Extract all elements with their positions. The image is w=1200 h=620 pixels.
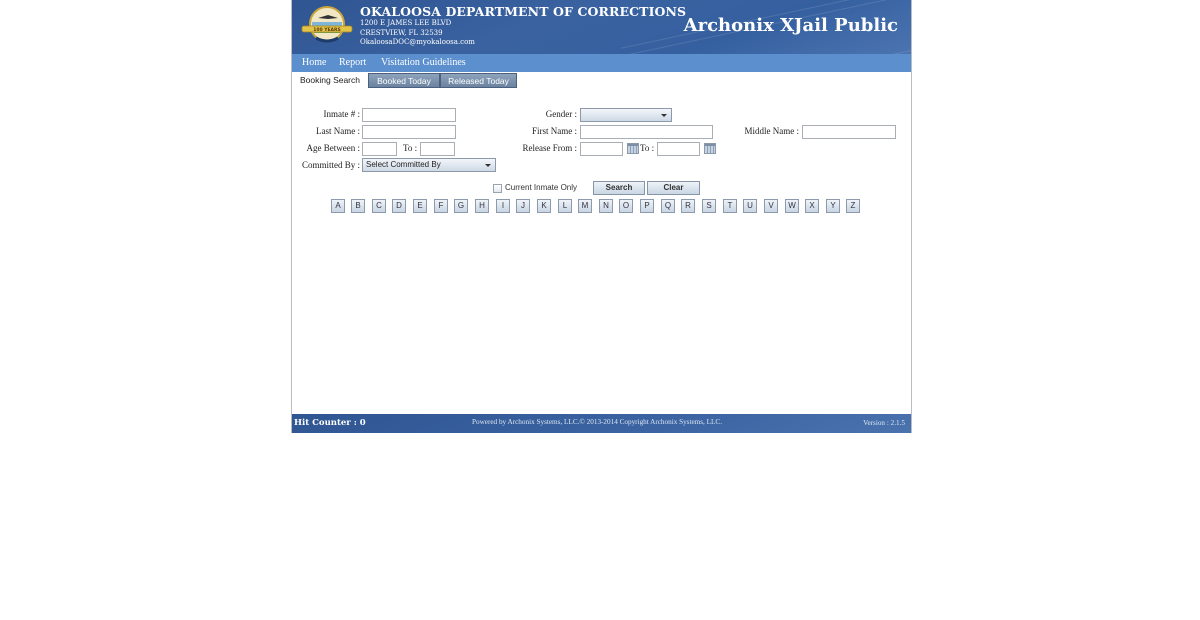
letter-button-z[interactable]: Z xyxy=(846,199,860,213)
release-to-input[interactable] xyxy=(657,142,700,156)
letter-button-e[interactable]: E xyxy=(413,199,427,213)
letter-button-n[interactable]: N xyxy=(599,199,613,213)
age-from-input[interactable] xyxy=(362,142,397,156)
letter-button-s[interactable]: S xyxy=(702,199,716,213)
nav-home[interactable]: Home xyxy=(302,57,327,68)
okaloosa-county-seal-icon xyxy=(300,4,354,48)
letter-button-w[interactable]: W xyxy=(785,199,799,213)
tab-booking-search[interactable]: Booking Search xyxy=(292,73,368,88)
letter-button-l[interactable]: L xyxy=(558,199,572,213)
site-header xyxy=(292,0,911,54)
committed-by-selected: Select Committed By xyxy=(366,160,441,169)
chevron-down-icon xyxy=(661,114,667,117)
letter-button-x[interactable]: X xyxy=(805,199,819,213)
address-line-1: 1200 E JAMES LEE BLVD xyxy=(360,19,452,27)
calendar-icon[interactable] xyxy=(627,143,639,154)
release-from-label: Release From : xyxy=(522,143,577,153)
letter-button-r[interactable]: R xyxy=(681,199,695,213)
letter-button-u[interactable]: U xyxy=(743,199,757,213)
gender-select[interactable] xyxy=(580,108,672,122)
letter-button-c[interactable]: C xyxy=(372,199,386,213)
letter-button-j[interactable]: J xyxy=(516,199,530,213)
letter-button-f[interactable]: F xyxy=(434,199,448,213)
last-name-input[interactable] xyxy=(362,125,456,139)
last-name-label: Last Name : xyxy=(316,126,360,136)
letter-button-q[interactable]: Q xyxy=(661,199,675,213)
letter-button-a[interactable]: A xyxy=(331,199,345,213)
letter-button-y[interactable]: Y xyxy=(826,199,840,213)
version-text: Version : 2.1.5 xyxy=(863,419,905,427)
letter-button-p[interactable]: P xyxy=(640,199,654,213)
letter-button-d[interactable]: D xyxy=(392,199,406,213)
org-name: OKALOOSA DEPARTMENT OF CORRECTIONS xyxy=(360,4,687,19)
inmate-number-label: Inmate # : xyxy=(323,109,360,119)
current-inmate-only-label: Current Inmate Only xyxy=(505,183,578,192)
release-from-input[interactable] xyxy=(580,142,623,156)
release-to-label: To : xyxy=(640,143,655,153)
address-line-2: CRESTVIEW, FL 32539 xyxy=(360,28,443,37)
age-to-label: To : xyxy=(403,143,418,153)
middle-name-input[interactable] xyxy=(802,125,896,139)
middle-name-label: Middle Name : xyxy=(744,126,799,136)
letter-button-b[interactable]: B xyxy=(351,199,365,213)
first-name-label: First Name : xyxy=(532,126,577,136)
letter-button-t[interactable]: T xyxy=(723,199,737,213)
gender-label: Gender : xyxy=(545,109,577,119)
hit-counter: Hit Counter : 0 xyxy=(294,418,366,428)
letter-button-v[interactable]: V xyxy=(764,199,778,213)
age-between-label: Age Between : xyxy=(306,143,360,153)
search-button[interactable]: Search xyxy=(593,181,645,195)
first-name-input[interactable] xyxy=(580,125,713,139)
contact-email: OkaloosaDOC@myokaloosa.com xyxy=(360,38,475,46)
clear-button[interactable]: Clear xyxy=(647,181,700,195)
tab-released-today[interactable]: Released Today xyxy=(440,73,517,88)
letter-button-o[interactable]: O xyxy=(619,199,633,213)
tab-bar xyxy=(292,72,911,89)
nav-visitation-guidelines[interactable]: Visitation Guidelines xyxy=(381,57,466,68)
page-frame xyxy=(291,0,912,433)
age-to-input[interactable] xyxy=(420,142,455,156)
svg-text:100 YEARS: 100 YEARS xyxy=(313,28,341,33)
organization-info xyxy=(360,5,686,48)
committed-by-label: Committed By : xyxy=(301,160,360,170)
site-footer xyxy=(292,414,911,433)
committed-by-select[interactable] xyxy=(362,158,496,172)
chevron-down-icon xyxy=(485,164,491,167)
copyright-text: Powered by Archonix Systems, LLC.© 2013-2014 Copyright Archonix Systems, LLC. xyxy=(472,418,723,426)
letter-button-g[interactable]: G xyxy=(454,199,468,213)
nav-report[interactable]: Report xyxy=(339,57,367,68)
main-nav xyxy=(292,54,911,72)
app-title: Archonix XJail Public xyxy=(683,15,898,36)
tab-booked-today[interactable]: Booked Today xyxy=(368,73,440,88)
letter-button-h[interactable]: H xyxy=(475,199,489,213)
calendar-icon[interactable] xyxy=(704,143,716,154)
inmate-number-input[interactable] xyxy=(362,108,456,122)
letter-button-k[interactable]: K xyxy=(537,199,551,213)
current-inmate-only-checkbox[interactable] xyxy=(493,184,502,193)
letter-button-m[interactable]: M xyxy=(578,199,592,213)
letter-button-i[interactable]: I xyxy=(496,199,510,213)
